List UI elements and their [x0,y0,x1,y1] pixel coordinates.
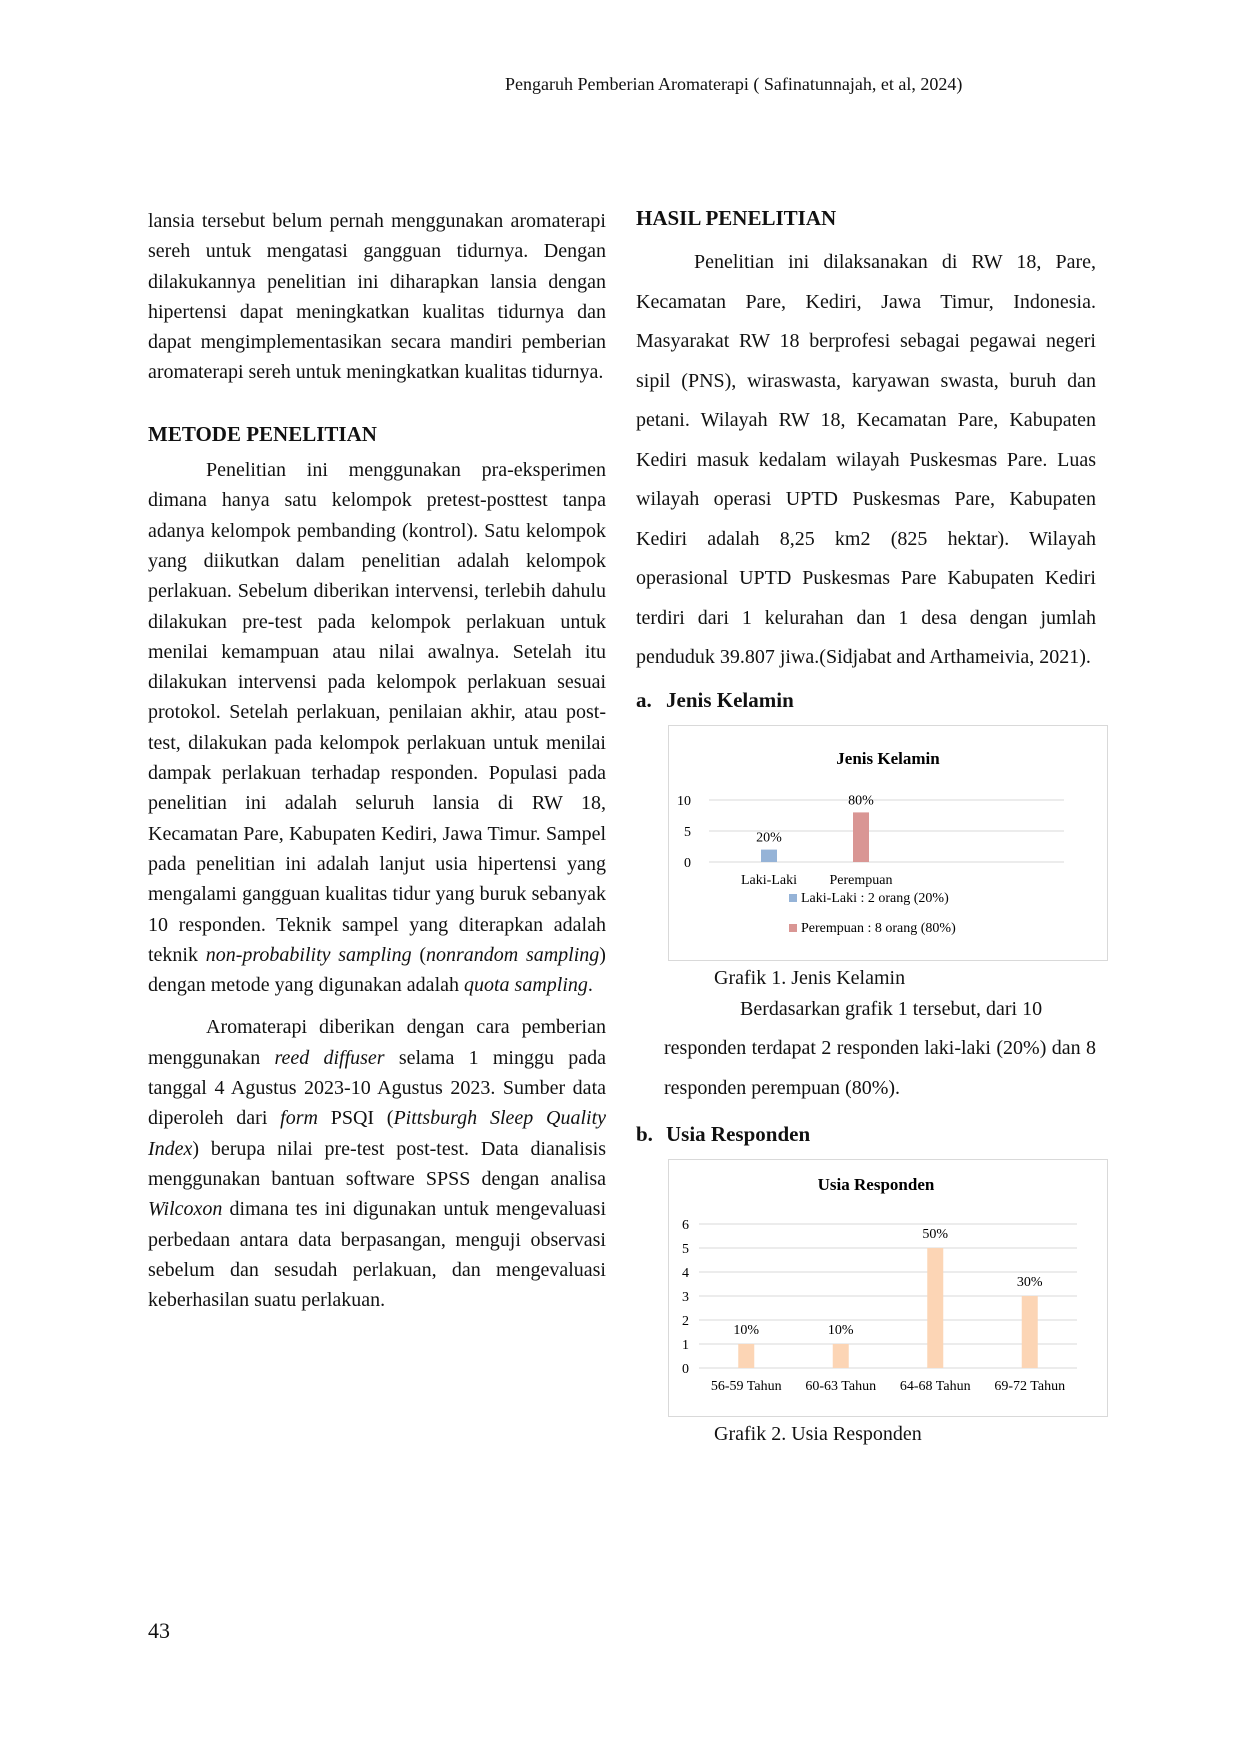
metode-paragraph-1: Penelitian ini menggunakan pra-eksperimen dimana hanya satu kelompok pretest-posttest tanpa adanya kelompok pembanding (kontrol). Satu kelompok yang diikutkan dalam penelitian adalah kelompok perlakuan. Sebelum diberikan intervensi, terlebih dahulu dilakukan pre-test pada kelompok perlakuan untuk menilai kemampuan atau nilai awalnya. Setelah itu dilakukan intervensi pada kelompok perlakuan sesuai protokol. Setelah perlakuan, penilaian akhir, atau post-test, dilakukan pada kelompok perlakuan untuk menilai dampak perlakuan terhadap responden. Populasi pada penelitian ini adalah seluruh lansia di RW 18, Kecamatan Pare, Kabupaten Kediri, Jawa Timur. Sampel pada penelitian ini adalah lanjut usia hipertensi yang mengalami gangguan kualitas tidur yang buruk sebanyak 10 responden. Teknik sampel yang diterapkan adalah teknik non-probability sampling (nonrandom sampling) dengan metode yang digunakan adalah quota sampling. [148,459,606,997]
chart-title: Jenis Kelamin [836,748,940,768]
right-column [636,206,1096,1446]
y-tick-label: 0 [684,855,691,871]
y-tick-label: 3 [682,1290,689,1305]
chart-usia-responden-svg [669,1160,1107,1416]
y-tick-label: 0 [682,1362,689,1377]
x-tick-label: 60-63 Tahun [805,1379,877,1394]
bar-64-68-tahun [927,1248,943,1368]
y-tick-label: 2 [682,1314,689,1329]
bar-perempuan [853,812,869,862]
bar-laki-laki [761,849,777,861]
bar-69-72-tahun [1022,1296,1038,1368]
description-grafik-1: Berdasarkan grafik 1 tersebut, dari 10 responden terdapat 2 responden laki-laki (20%) dan 8 responden perempuan (80%). [664,997,1096,1099]
intro-paragraph: lansia tersebut belum pernah menggunakan aromaterapi sereh untuk mengatasi gangguan tidurnya. Dengan dilakukannya penelitian ini diharapkan lansia dengan hipertensi dapat meningkatkan kualitas tidurnya dan dapat mengimplementasikan secara mandiri pemberian aromaterapi sereh untuk meningkatkan kualitas tidurnya. [148,210,606,384]
data-label: 10% [733,1323,760,1338]
legend-swatch [789,894,797,902]
bar-56-59-tahun [738,1344,754,1368]
chart-jenis-kelamin [668,725,1108,961]
data-label: 10% [827,1323,854,1338]
legend-label: Laki-Laki : 2 orang (20%) [801,890,949,906]
y-tick-label: 10 [677,793,691,809]
bar-60-63-tahun [833,1344,849,1368]
page-number: 43 [148,1618,170,1643]
data-label: 30% [1016,1275,1043,1290]
running-head: Pengaruh Pemberian Aromaterapi ( Safinatunnajah, et al, 2024) [505,74,963,94]
x-tick-label: 69-72 Tahun [994,1379,1066,1394]
metode-heading: METODE PENELITIAN [148,421,377,446]
legend-swatch [789,924,797,932]
chart-jenis-kelamin-svg [669,726,1107,960]
x-tick-label: 56-59 Tahun [710,1379,782,1394]
x-tick-label: 64-68 Tahun [899,1379,971,1394]
caption-grafik-1: Grafik 1. Jenis Kelamin [714,966,906,989]
x-tick-label: Laki-Laki [741,872,797,888]
metode-paragraph-2: Aromaterapi diberikan dengan cara pemberian menggunakan reed diffuser selama 1 minggu pada tanggal 4 Agustus 2023-10 Agustus 2023. Sumber data diperoleh dari form PSQI (Pittsburgh Sleep Quality Index) berupa nilai pre-test post-test. Data dianalisis menggunakan bantuan software SPSS dengan analisa Wilcoxon dimana tes ini digunakan untuk mengevaluasi perbedaan antara data berpasangan, menguji observasi sebelum dan sesudah perlakuan, dan mengevaluasi keberhasilan suatu perlakuan. [148,1016,606,1312]
caption-grafik-2: Grafik 2. Usia Responden [714,1423,922,1445]
x-tick-label: Perempuan [829,872,893,888]
hasil-paragraph: Penelitian ini dilaksanakan di RW 18, Pare, Kecamatan Pare, Kediri, Jawa Timur, Indonesia. Masyarakat RW 18 berprofesi sebagai pegawai negeri sipil (PNS), wiraswasta, karyawan swasta, buruh dan petani. Wilayah RW 18, Kecamatan Pare, Kabupaten Kediri masuk kedalam wilayah Puskesmas Pare. Luas wilayah operasi UPTD Puskesmas Pare, Kabupaten Kediri adalah 8,25 km2 (825 hektar). Wilayah operasional UPTD Puskesmas Pare Kabupaten Kediri terdiri dari 1 kelurahan dan 1 desa dengan jumlah penduduk 39.807 jiwa.(Sidjabat and Arthameivia, 2021). [636,251,1096,668]
data-label: 20% [756,830,782,846]
subheading-usia-responden: b. Usia Responden [636,1122,811,1146]
subheading-jenis-kelamin: a. Jenis Kelamin [636,687,794,712]
y-tick-label: 5 [682,1242,689,1257]
chart-title: Usia Responden [817,1175,935,1194]
legend-label: Perempuan : 8 orang (80%) [801,920,956,936]
y-tick-label: 5 [684,824,691,840]
data-label: 80% [848,792,874,808]
left-column [148,206,606,1315]
y-tick-label: 4 [682,1266,689,1281]
chart-usia-responden [668,1159,1108,1417]
data-label: 50% [922,1227,949,1242]
hasil-heading: HASIL PENELITIAN [636,206,837,230]
y-tick-label: 6 [682,1218,689,1233]
y-tick-label: 1 [682,1338,689,1353]
